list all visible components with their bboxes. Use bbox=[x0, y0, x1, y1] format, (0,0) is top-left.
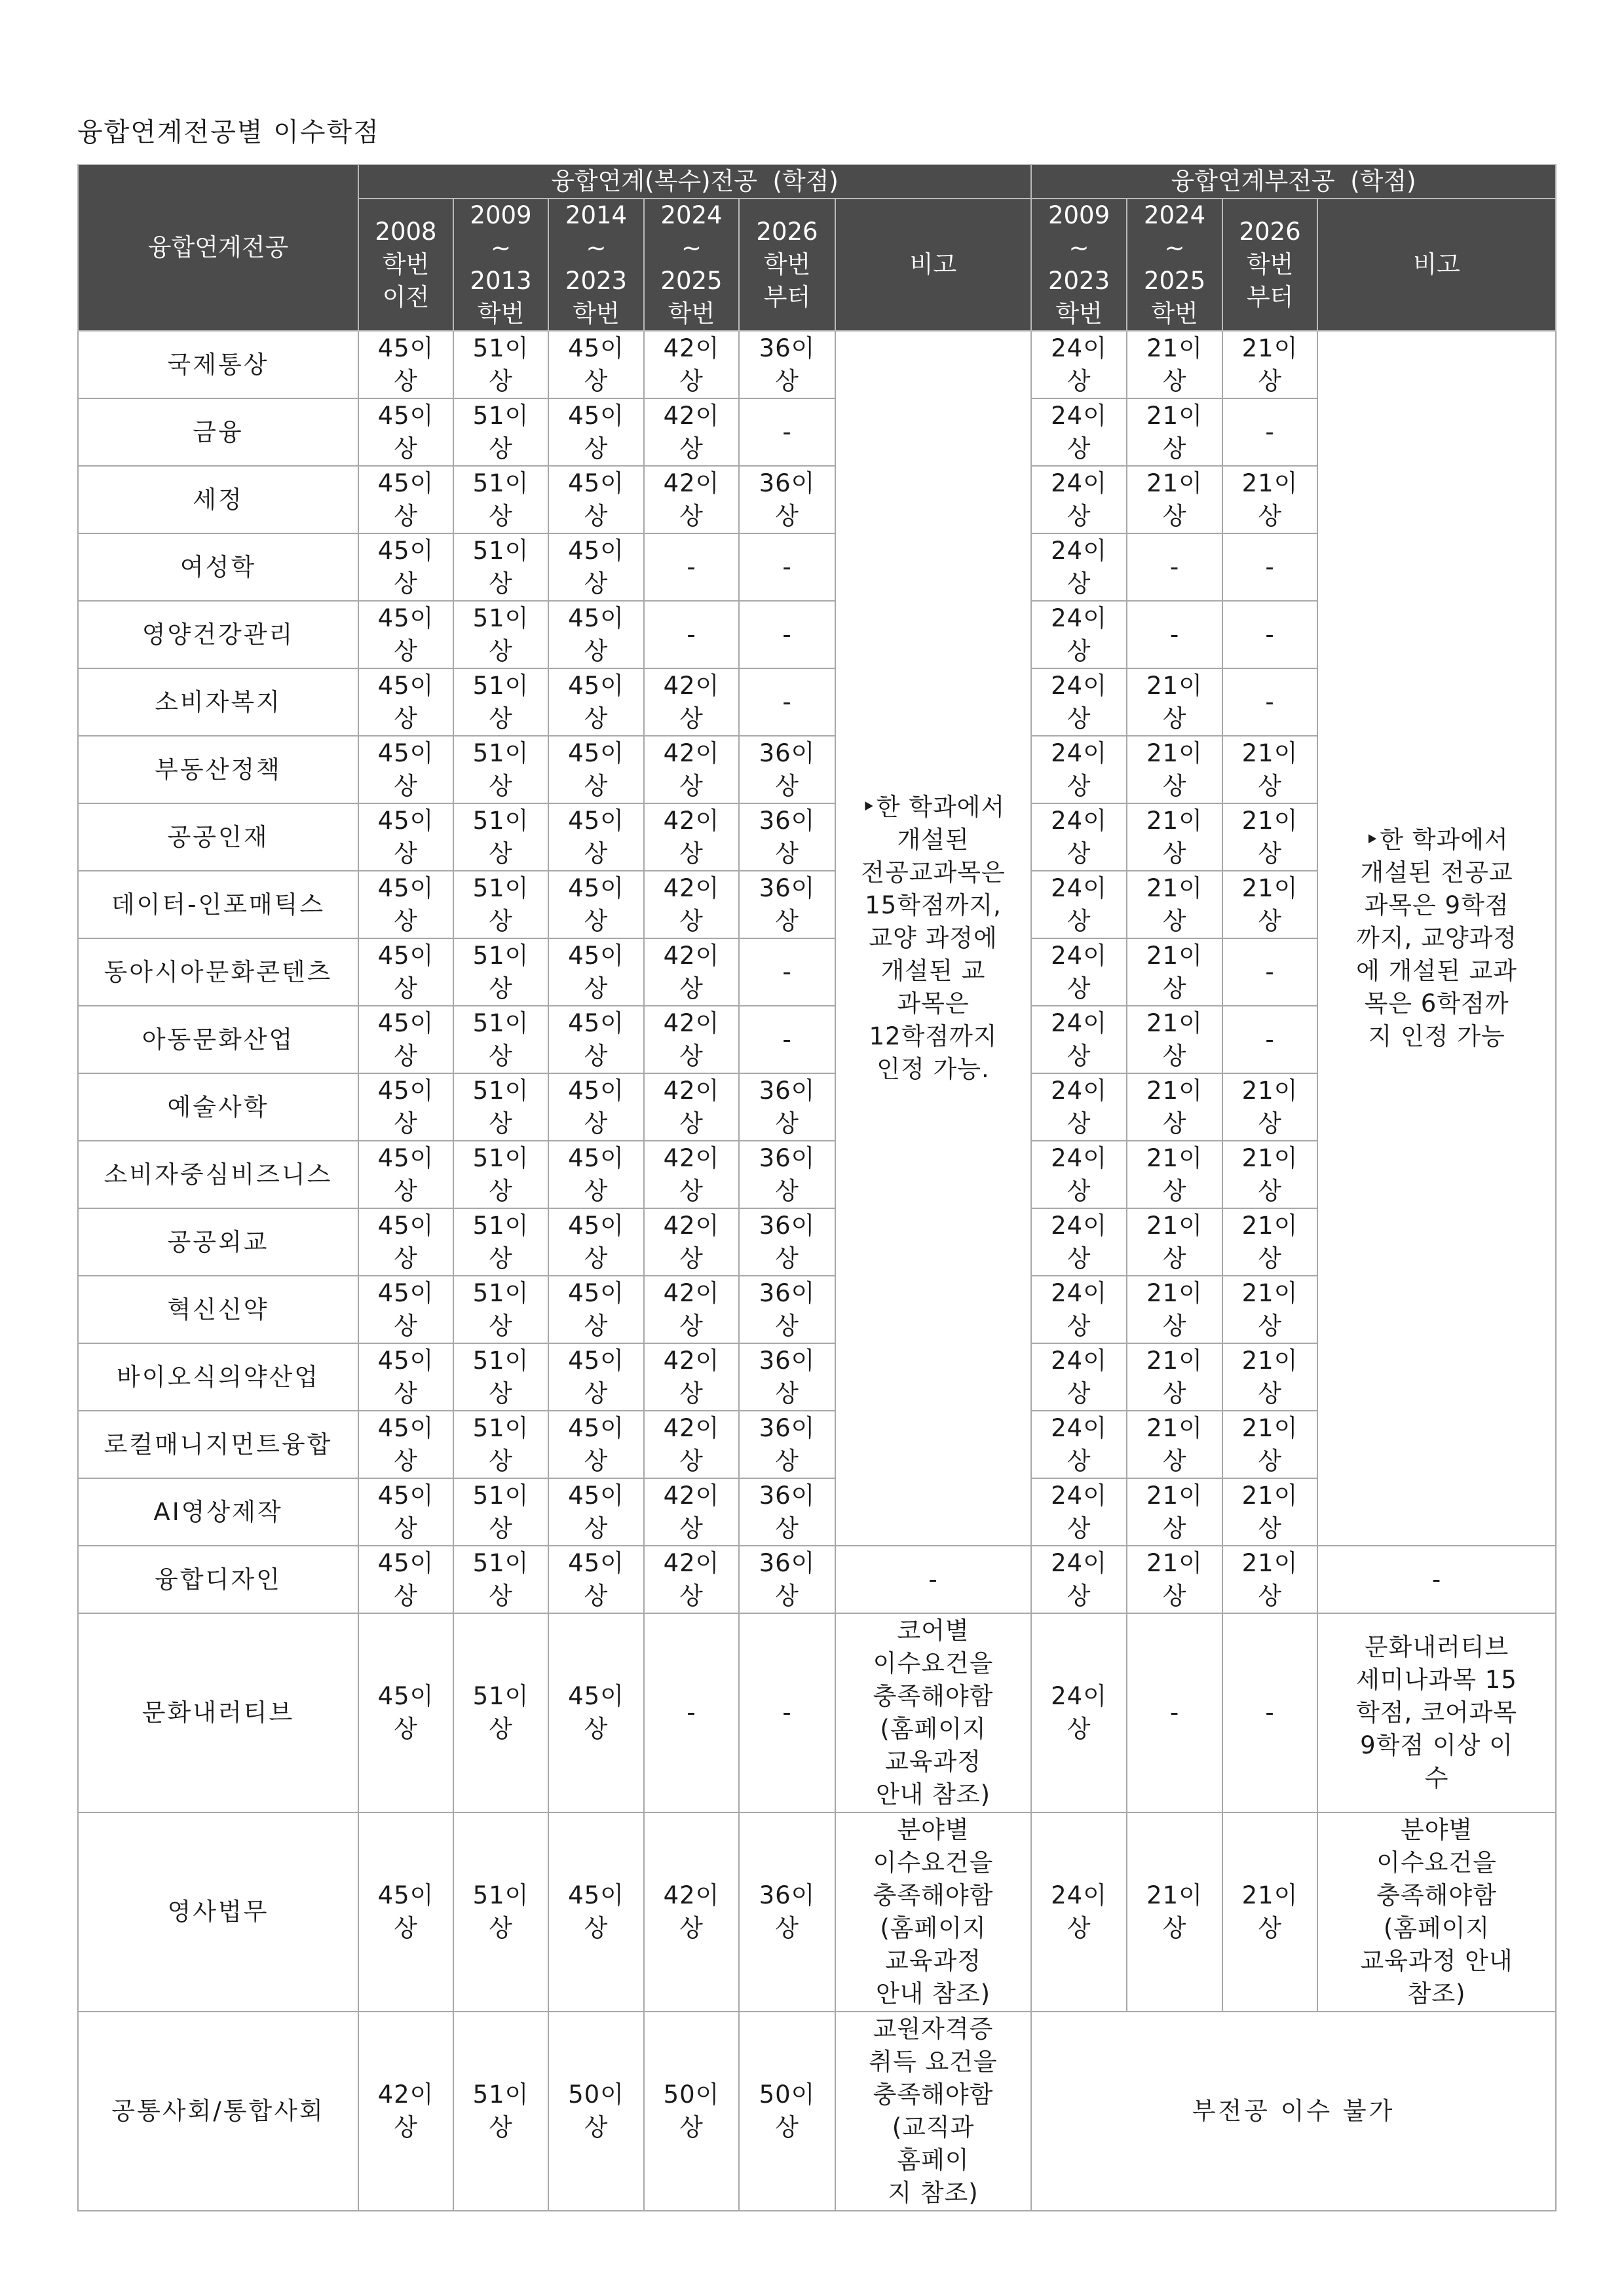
double-credit-cell: 45이 상 bbox=[358, 1073, 453, 1141]
double-credit-cell: - bbox=[739, 398, 835, 466]
double-credit-cell: 50이 상 bbox=[644, 2012, 739, 2211]
double-credit-cell: 51이 상 bbox=[453, 736, 548, 803]
minor-credit-cell: 21이 상 bbox=[1127, 736, 1222, 803]
double-credit-cell: 45이 상 bbox=[358, 533, 453, 601]
double-credit-cell: 51이 상 bbox=[453, 533, 548, 601]
minor-note: 문화내러티브 세미나과목 15 학점, 코어과목 9학점 이상 이 수 bbox=[1317, 1613, 1556, 1812]
double-credit-cell: - bbox=[739, 533, 835, 601]
minor-credit-cell: - bbox=[1127, 601, 1222, 668]
double-credit-cell: 51이 상 bbox=[453, 1411, 548, 1478]
minor-credit-cell: - bbox=[1222, 1613, 1317, 1812]
double-credit-cell: 36이 상 bbox=[739, 1208, 835, 1276]
major-name: 소비자복지 bbox=[78, 668, 358, 736]
minor-credit-cell: 24이 상 bbox=[1031, 331, 1127, 398]
double-credit-cell: 51이 상 bbox=[453, 398, 548, 466]
header-minor-col: 비고 bbox=[1317, 199, 1556, 331]
double-credit-cell: 36이 상 bbox=[739, 1141, 835, 1208]
minor-credit-cell: 21이 상 bbox=[1127, 871, 1222, 938]
double-credit-cell: 36이 상 bbox=[739, 871, 835, 938]
double-credit-cell: 36이 상 bbox=[739, 1812, 835, 2012]
double-credit-cell: 36이 상 bbox=[739, 331, 835, 398]
major-name: 동아시아문화콘텐츠 bbox=[78, 938, 358, 1006]
header-double-col: 2024 ~ 2025 학번 bbox=[644, 199, 739, 331]
double-credit-cell: 36이 상 bbox=[739, 1343, 835, 1411]
header-minor-group: 융합연계부전공 (학점) bbox=[1031, 164, 1556, 199]
major-name: 국제통상 bbox=[78, 331, 358, 398]
double-credit-cell: 45이 상 bbox=[548, 1276, 644, 1343]
double-credit-cell: 42이 상 bbox=[644, 1546, 739, 1613]
double-credit-cell: 45이 상 bbox=[358, 1006, 453, 1073]
minor-credit-cell: 21이 상 bbox=[1127, 938, 1222, 1006]
major-name: 공공인재 bbox=[78, 803, 358, 871]
double-credit-cell: 45이 상 bbox=[548, 1208, 644, 1276]
minor-credit-cell: - bbox=[1127, 533, 1222, 601]
double-note: 교원자격증 취득 요건을 충족해야함 (교직과 홈페이 지 참조) bbox=[835, 2012, 1031, 2211]
double-credit-cell: 45이 상 bbox=[548, 1812, 644, 2012]
minor-credit-cell: 24이 상 bbox=[1031, 1276, 1127, 1343]
minor-credit-cell: 21이 상 bbox=[1222, 803, 1317, 871]
double-credit-cell: 45이 상 bbox=[358, 1478, 453, 1546]
header-major: 융합연계전공 bbox=[78, 164, 358, 331]
double-credit-cell: 51이 상 bbox=[453, 803, 548, 871]
double-credit-cell: 45이 상 bbox=[548, 466, 644, 533]
double-credit-cell: 42이 상 bbox=[644, 331, 739, 398]
header-double-major-group: 융합연계(복수)전공 (학점) bbox=[358, 164, 1031, 199]
minor-credit-cell: 24이 상 bbox=[1031, 1006, 1127, 1073]
minor-credit-cell: 21이 상 bbox=[1127, 1411, 1222, 1478]
table-row bbox=[78, 2012, 1556, 2211]
double-credit-cell: 45이 상 bbox=[358, 736, 453, 803]
double-credit-cell: 51이 상 bbox=[453, 601, 548, 668]
minor-credit-cell: 21이 상 bbox=[1127, 1812, 1222, 2012]
double-credit-cell: 42이 상 bbox=[644, 871, 739, 938]
minor-credit-cell: 21이 상 bbox=[1127, 1073, 1222, 1141]
double-credit-cell: 42이 상 bbox=[644, 668, 739, 736]
double-credit-cell: 45이 상 bbox=[548, 938, 644, 1006]
minor-credit-cell: 21이 상 bbox=[1127, 1546, 1222, 1613]
minor-credit-cell: 21이 상 bbox=[1222, 1208, 1317, 1276]
double-credit-cell: 51이 상 bbox=[453, 1276, 548, 1343]
double-credit-cell: 45이 상 bbox=[548, 803, 644, 871]
minor-credit-cell: 21이 상 bbox=[1127, 1478, 1222, 1546]
minor-credit-cell: 24이 상 bbox=[1031, 1613, 1127, 1812]
minor-credit-cell: 21이 상 bbox=[1222, 1073, 1317, 1141]
double-credit-cell: 45이 상 bbox=[358, 601, 453, 668]
double-credit-cell: 36이 상 bbox=[739, 1276, 835, 1343]
major-name: 데이터-인포매틱스 bbox=[78, 871, 358, 938]
double-credit-cell: 45이 상 bbox=[358, 668, 453, 736]
double-credit-cell: 45이 상 bbox=[548, 1613, 644, 1812]
double-credit-cell: 36이 상 bbox=[739, 803, 835, 871]
double-credit-cell: 36이 상 bbox=[739, 1411, 835, 1478]
double-credit-cell: 45이 상 bbox=[358, 938, 453, 1006]
double-credit-cell: 50이 상 bbox=[739, 2012, 835, 2211]
double-credit-cell: 42이 상 bbox=[644, 1073, 739, 1141]
double-credit-cell: 45이 상 bbox=[358, 466, 453, 533]
double-credit-cell: 42이 상 bbox=[644, 938, 739, 1006]
minor-credit-cell: 24이 상 bbox=[1031, 1343, 1127, 1411]
double-credit-cell: 45이 상 bbox=[358, 803, 453, 871]
double-credit-cell: 42이 상 bbox=[644, 736, 739, 803]
major-name: 여성학 bbox=[78, 533, 358, 601]
double-credit-cell: 36이 상 bbox=[739, 1478, 835, 1546]
double-credit-cell: - bbox=[739, 601, 835, 668]
double-credit-cell: 42이 상 bbox=[644, 803, 739, 871]
double-credit-cell: 45이 상 bbox=[548, 601, 644, 668]
double-credit-cell: 42이 상 bbox=[644, 1276, 739, 1343]
minor-credit-cell: 21이 상 bbox=[1127, 1006, 1222, 1073]
double-credit-cell: 51이 상 bbox=[453, 331, 548, 398]
major-name: 부동산정책 bbox=[78, 736, 358, 803]
double-credit-cell: 36이 상 bbox=[739, 736, 835, 803]
header-double-col: 2014 ~ 2023 학번 bbox=[548, 199, 644, 331]
double-credit-cell: 45이 상 bbox=[548, 1343, 644, 1411]
minor-credit-cell: - bbox=[1222, 601, 1317, 668]
double-credit-cell: - bbox=[739, 1006, 835, 1073]
double-credit-cell: 51이 상 bbox=[453, 1812, 548, 2012]
major-name: 문화내러티브 bbox=[78, 1613, 358, 1812]
minor-credit-cell: 24이 상 bbox=[1031, 938, 1127, 1006]
table-row bbox=[78, 331, 1556, 398]
double-credit-cell: 45이 상 bbox=[358, 1343, 453, 1411]
minor-credit-cell: 21이 상 bbox=[1127, 466, 1222, 533]
double-credit-cell: 45이 상 bbox=[548, 1073, 644, 1141]
double-credit-cell: 36이 상 bbox=[739, 466, 835, 533]
major-name: 영양건강관리 bbox=[78, 601, 358, 668]
double-credit-cell: 45이 상 bbox=[548, 668, 644, 736]
double-credit-cell: 51이 상 bbox=[453, 466, 548, 533]
minor-credit-cell: 24이 상 bbox=[1031, 736, 1127, 803]
minor-credit-cell: 24이 상 bbox=[1031, 1546, 1127, 1613]
minor-credit-cell: 21이 상 bbox=[1127, 1208, 1222, 1276]
double-note: 분야별 이수요건을 충족해야함 (홈페이지 교육과정 안내 참조) bbox=[835, 1812, 1031, 2012]
header-minor-col: 2009 ~ 2023 학번 bbox=[1031, 199, 1127, 331]
table-row bbox=[78, 1613, 1556, 1812]
major-name: 로컬매니지먼트융합 bbox=[78, 1411, 358, 1478]
header-minor-col: 2026 학번 부터 bbox=[1222, 199, 1317, 331]
double-credit-cell: - bbox=[644, 533, 739, 601]
double-credit-cell: - bbox=[739, 938, 835, 1006]
double-credit-cell: 51이 상 bbox=[453, 938, 548, 1006]
header-double-col: 비고 bbox=[835, 199, 1031, 331]
double-credit-cell: 42이 상 bbox=[644, 1478, 739, 1546]
double-credit-cell: 51이 상 bbox=[453, 1613, 548, 1812]
minor-credit-cell: 21이 상 bbox=[1222, 1276, 1317, 1343]
double-credit-cell: 42이 상 bbox=[644, 1411, 739, 1478]
minor-not-allowed: 부전공 이수 불가 bbox=[1031, 2012, 1556, 2211]
table-row bbox=[78, 1546, 1556, 1613]
page-title: 융합연계전공별 이수학점 bbox=[77, 117, 380, 147]
major-name: 바이오식의약산업 bbox=[78, 1343, 358, 1411]
minor-note: - bbox=[1317, 1546, 1556, 1613]
minor-credit-cell: 21이 상 bbox=[1222, 736, 1317, 803]
major-name: 혁신신약 bbox=[78, 1276, 358, 1343]
minor-credit-cell: 21이 상 bbox=[1222, 1411, 1317, 1478]
credit-table bbox=[77, 164, 1557, 2211]
minor-credit-cell: 24이 상 bbox=[1031, 1411, 1127, 1478]
double-credit-cell: 45이 상 bbox=[358, 331, 453, 398]
double-credit-cell: 45이 상 bbox=[358, 871, 453, 938]
minor-credit-cell: 21이 상 bbox=[1127, 1343, 1222, 1411]
minor-credit-cell: - bbox=[1222, 668, 1317, 736]
double-credit-cell: 45이 상 bbox=[358, 1141, 453, 1208]
double-credit-cell: 50이 상 bbox=[548, 2012, 644, 2211]
double-credit-cell: 45이 상 bbox=[548, 331, 644, 398]
header-minor-col: 2024 ~ 2025 학번 bbox=[1127, 199, 1222, 331]
double-credit-cell: 51이 상 bbox=[453, 2012, 548, 2211]
double-credit-cell: 45이 상 bbox=[548, 871, 644, 938]
header-double-col: 2009 ~ 2013 학번 bbox=[453, 199, 548, 331]
double-credit-cell: - bbox=[644, 1613, 739, 1812]
minor-credit-cell: 21이 상 bbox=[1222, 1141, 1317, 1208]
minor-credit-cell: 21이 상 bbox=[1127, 803, 1222, 871]
double-credit-cell: 42이 상 bbox=[644, 1006, 739, 1073]
double-credit-cell: 45이 상 bbox=[548, 1546, 644, 1613]
double-credit-cell: 45이 상 bbox=[358, 1208, 453, 1276]
double-credit-cell: 45이 상 bbox=[548, 533, 644, 601]
double-credit-cell: 42이 상 bbox=[644, 398, 739, 466]
double-credit-cell: 45이 상 bbox=[548, 1141, 644, 1208]
minor-credit-cell: 21이 상 bbox=[1222, 466, 1317, 533]
double-credit-cell: 51이 상 bbox=[453, 1073, 548, 1141]
minor-credit-cell: 21이 상 bbox=[1127, 1141, 1222, 1208]
minor-credit-cell: 24이 상 bbox=[1031, 1478, 1127, 1546]
minor-credit-cell: 24이 상 bbox=[1031, 1141, 1127, 1208]
minor-credit-cell: 24이 상 bbox=[1031, 1812, 1127, 2012]
double-credit-cell: 42이 상 bbox=[644, 466, 739, 533]
minor-credit-cell: 24이 상 bbox=[1031, 668, 1127, 736]
double-credit-cell: 42이 상 bbox=[358, 2012, 453, 2211]
major-name: 공공외교 bbox=[78, 1208, 358, 1276]
major-name: 아동문화산업 bbox=[78, 1006, 358, 1073]
double-note: - bbox=[835, 1546, 1031, 1613]
major-name: 금융 bbox=[78, 398, 358, 466]
minor-credit-cell: 24이 상 bbox=[1031, 871, 1127, 938]
double-credit-cell: 36이 상 bbox=[739, 1546, 835, 1613]
double-credit-cell: 42이 상 bbox=[644, 1141, 739, 1208]
double-credit-cell: 45이 상 bbox=[548, 1478, 644, 1546]
double-credit-cell: 51이 상 bbox=[453, 1208, 548, 1276]
minor-note: 분야별 이수요건을 충족해야함 (홈페이지 교육과정 안내 참조) bbox=[1317, 1812, 1556, 2012]
double-note: 코어별 이수요건을 충족해야함 (홈페이지 교육과정 안내 참조) bbox=[835, 1613, 1031, 1812]
double-credit-cell: 45이 상 bbox=[358, 1276, 453, 1343]
major-name: 융합디자인 bbox=[78, 1546, 358, 1613]
minor-credit-cell: - bbox=[1222, 398, 1317, 466]
double-credit-cell: 51이 상 bbox=[453, 1141, 548, 1208]
double-credit-cell: 51이 상 bbox=[453, 668, 548, 736]
major-name: 소비자중심비즈니스 bbox=[78, 1141, 358, 1208]
double-credit-cell: 45이 상 bbox=[548, 1006, 644, 1073]
double-credit-cell: - bbox=[739, 668, 835, 736]
minor-credit-cell: 24이 상 bbox=[1031, 601, 1127, 668]
minor-credit-cell: 24이 상 bbox=[1031, 533, 1127, 601]
major-name: 세정 bbox=[78, 466, 358, 533]
minor-credit-cell: 21이 상 bbox=[1222, 1812, 1317, 2012]
minor-credit-cell: 21이 상 bbox=[1222, 1546, 1317, 1613]
double-credit-cell: 45이 상 bbox=[548, 736, 644, 803]
minor-credit-cell: - bbox=[1222, 938, 1317, 1006]
double-credit-cell: 45이 상 bbox=[548, 1411, 644, 1478]
double-credit-cell: - bbox=[644, 601, 739, 668]
minor-credit-cell: 21이 상 bbox=[1222, 331, 1317, 398]
double-credit-cell: 45이 상 bbox=[358, 398, 453, 466]
double-credit-cell: - bbox=[739, 1613, 835, 1812]
minor-credit-cell: 21이 상 bbox=[1127, 1276, 1222, 1343]
major-name: 공통사회/통합사회 bbox=[78, 2012, 358, 2211]
minor-credit-cell: 21이 상 bbox=[1127, 668, 1222, 736]
minor-credit-cell: 24이 상 bbox=[1031, 1208, 1127, 1276]
double-credit-cell: 45이 상 bbox=[358, 1812, 453, 2012]
minor-credit-cell: - bbox=[1222, 1006, 1317, 1073]
minor-credit-cell: 24이 상 bbox=[1031, 466, 1127, 533]
minor-credit-cell: - bbox=[1222, 533, 1317, 601]
double-credit-cell: 45이 상 bbox=[358, 1613, 453, 1812]
double-credit-cell: 36이 상 bbox=[739, 1073, 835, 1141]
major-name: AI영상제작 bbox=[78, 1478, 358, 1546]
minor-credit-cell: 21이 상 bbox=[1222, 871, 1317, 938]
double-credit-cell: 51이 상 bbox=[453, 1546, 548, 1613]
header-double-col: 2026 학번 부터 bbox=[739, 199, 835, 331]
minor-credit-cell: 21이 상 bbox=[1127, 398, 1222, 466]
minor-credit-cell: 24이 상 bbox=[1031, 398, 1127, 466]
major-name: 영사법무 bbox=[78, 1812, 358, 2012]
minor-credit-cell: 21이 상 bbox=[1222, 1478, 1317, 1546]
minor-credit-cell: 24이 상 bbox=[1031, 803, 1127, 871]
minor-note-merged: ‣한 학과에서 개설된 전공교 과목은 9학점 까지, 교양과정 에 개설된 교과 목은 6학점까 지 인정 가능 bbox=[1317, 331, 1556, 1546]
double-credit-cell: 51이 상 bbox=[453, 1006, 548, 1073]
double-credit-cell: 42이 상 bbox=[644, 1208, 739, 1276]
double-credit-cell: 45이 상 bbox=[548, 398, 644, 466]
minor-credit-cell: 21이 상 bbox=[1127, 331, 1222, 398]
minor-credit-cell: - bbox=[1127, 1613, 1222, 1812]
minor-credit-cell: 21이 상 bbox=[1222, 1343, 1317, 1411]
double-credit-cell: 45이 상 bbox=[358, 1546, 453, 1613]
double-credit-cell: 42이 상 bbox=[644, 1812, 739, 2012]
double-credit-cell: 42이 상 bbox=[644, 1343, 739, 1411]
minor-credit-cell: 24이 상 bbox=[1031, 1073, 1127, 1141]
table-row bbox=[78, 1812, 1556, 2012]
double-credit-cell: 51이 상 bbox=[453, 1343, 548, 1411]
double-credit-cell: 51이 상 bbox=[453, 871, 548, 938]
double-credit-cell: 45이 상 bbox=[358, 1411, 453, 1478]
double-note-merged: ‣한 학과에서 개설된 전공교과목은 15학점까지, 교양 과정에 개설된 교 과목은 12학점까지 인정 가능. bbox=[835, 331, 1031, 1546]
header-double-col: 2008 학번 이전 bbox=[358, 199, 453, 331]
double-credit-cell: 51이 상 bbox=[453, 1478, 548, 1546]
major-name: 예술사학 bbox=[78, 1073, 358, 1141]
